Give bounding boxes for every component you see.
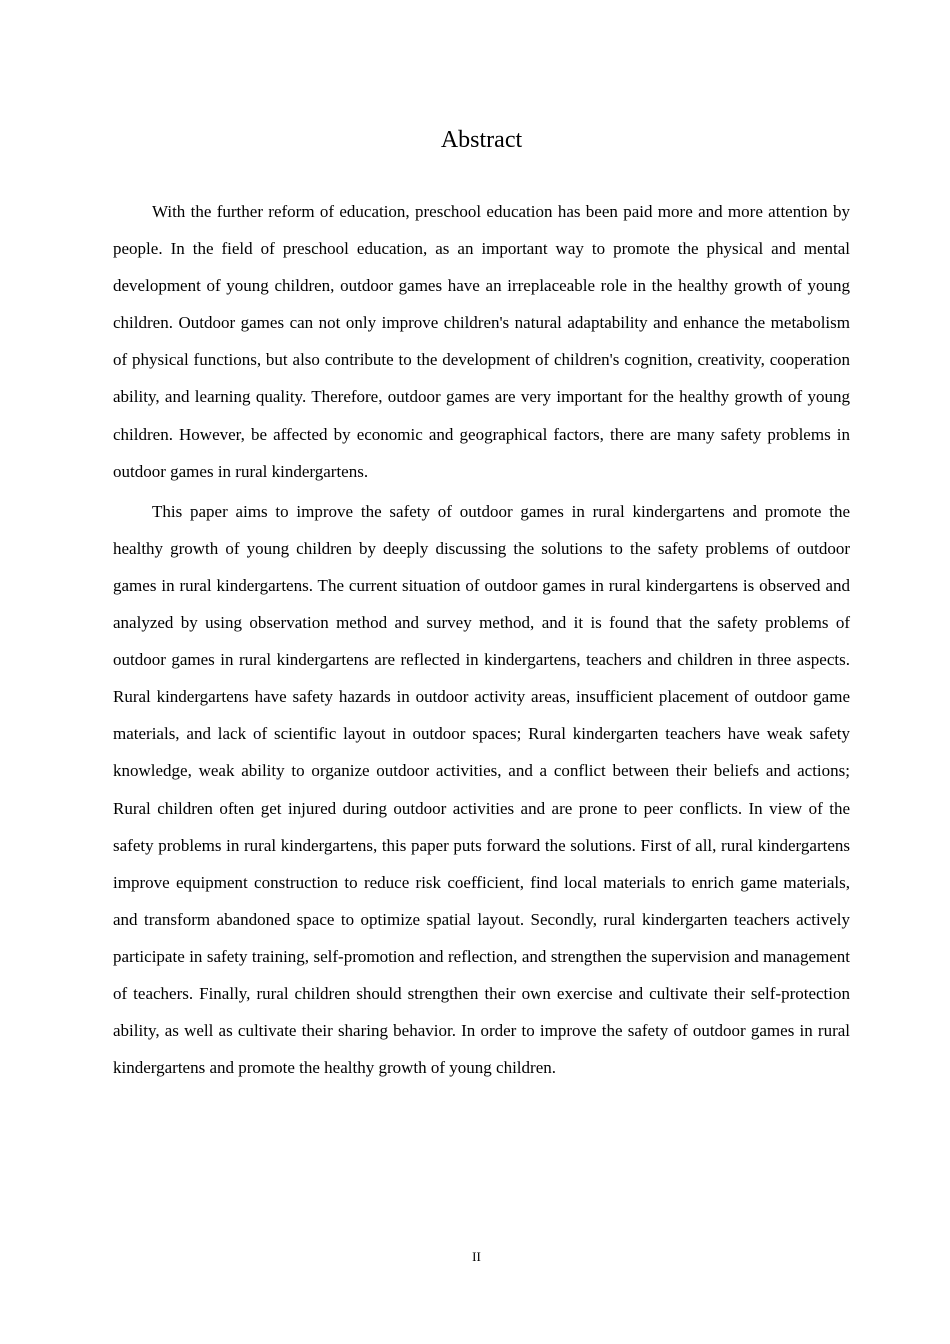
- abstract-paragraph-2: This paper aims to improve the safety of outdoor games in rural kindergartens and promote the healthy growth of young children by deeply discussing the solutions to the safety problems of outdoor games in rural kindergartens. The current situation of outdoor games in rural kindergartens is observed and analyzed by using observation method and survey method, and it is found that the safety problems of outdoor games in rural kindergartens are reflected in kindergartens, teachers and children in three aspects. Rural kindergartens have safety hazards in outdoor activity areas, insufficient placement of outdoor game materials, and lack of scientific layout in outdoor spaces; Rural kindergarten teachers have weak safety knowledge, weak ability to organize outdoor activities, and a conflict between their beliefs and actions; Rural children often get injured during outdoor activities and are prone to peer conflicts. In view of the safety problems in rural kindergartens, this paper puts forward the solutions. First of all, rural kindergartens improve equipment construction to reduce risk coefficient, find local materials to enrich game materials, and transform abandoned space to optimize spatial layout. Secondly, rural kindergarten teachers actively participate in safety training, self-promotion and reflection, and strengthen the supervision and management of teachers. Finally, rural children should strengthen their own exercise and cultivate their self-protection ability, as well as cultivate their sharing behavior. In order to improve the safety of outdoor games in rural kindergartens and promote the healthy growth of young children.: [113, 501, 850, 1078]
- page-number: II: [472, 1249, 481, 1264]
- abstract-paragraph-1: With the further reform of education, preschool education has been paid more and more attention by people. In the field of preschool education, as an important way to promote the physical and mental development of young children, outdoor games have an irreplaceable role in the healthy growth of young children. Outdoor games can not only improve children's natural adaptability and enhance the metabolism of physical functions, but also contribute to the development of children's cognition, creativity, cooperation ability, and learning quality. Therefore, outdoor games are very important for the healthy growth of young children. However, be affected by economic and geographical factors, there are many safety problems in outdoor games in rural kindergartens.: [113, 202, 850, 481]
- abstract-title: Abstract: [440, 127, 523, 153]
- abstract-body: [113, 193, 850, 1089]
